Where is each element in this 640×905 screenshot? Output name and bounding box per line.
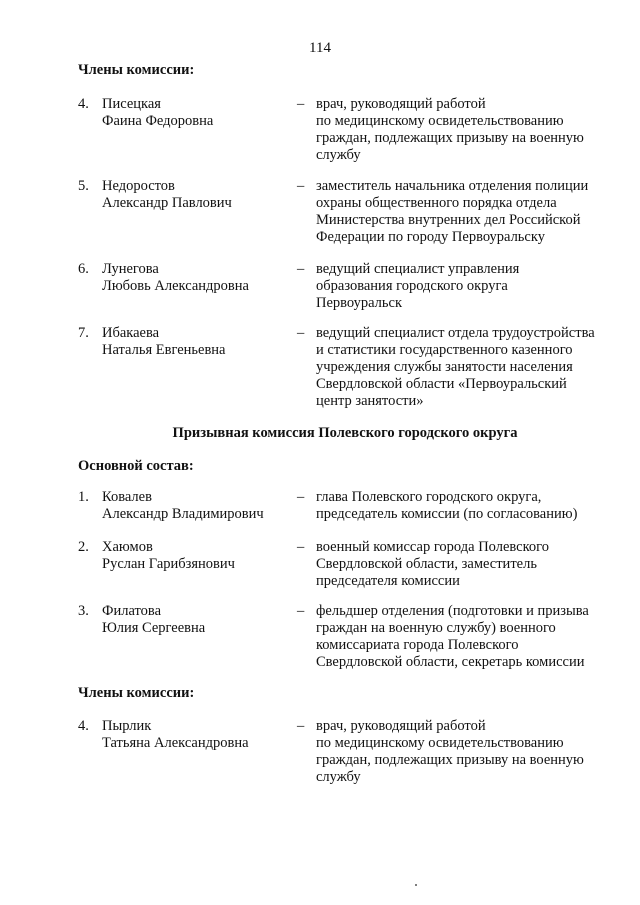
surname: Хаюмов	[102, 539, 153, 555]
desc-line: охраны общественного порядка отдела	[316, 195, 557, 211]
position-description	[316, 96, 626, 164]
list-item	[78, 539, 618, 589]
dash: –	[297, 489, 305, 505]
surname: Ибакаева	[102, 325, 160, 341]
dash: –	[297, 539, 305, 555]
list-item	[78, 96, 618, 163]
desc-line: граждан, подлежащих призыву на военную	[316, 130, 584, 146]
desc-line: врач, руководящий работой	[316, 718, 486, 734]
dash: –	[297, 96, 305, 112]
desc-line: Свердловской области «Первоуральский	[316, 376, 567, 392]
list-item	[78, 603, 618, 670]
desc-line: фельдшер отделения (подготовки и призыва	[316, 603, 589, 619]
surname: Пырлик	[102, 718, 152, 734]
item-number: 6.	[78, 261, 89, 277]
desc-line: Министерства внутренних дел Российской	[316, 212, 581, 228]
desc-line: глава Полевского городского округа,	[316, 489, 542, 505]
person-name	[102, 96, 292, 130]
desc-line: председателя комиссии	[316, 573, 460, 589]
desc-line: и статистики государственного казенного	[316, 342, 573, 358]
item-number: 4.	[78, 718, 89, 734]
desc-line: учреждения службы занятости населения	[316, 359, 573, 375]
position-description	[316, 178, 626, 246]
page-number: 114	[309, 40, 331, 56]
person-name	[102, 261, 292, 295]
person-name	[102, 325, 292, 359]
list-item	[78, 489, 618, 522]
scan-speck	[415, 884, 417, 886]
position-description	[316, 325, 626, 410]
desc-line: службу	[316, 769, 361, 785]
members-heading: Члены комиссии:	[78, 62, 195, 78]
position-description	[316, 261, 626, 312]
desc-line: ведущий специалист управления	[316, 261, 520, 277]
surname: Писецкая	[102, 96, 161, 112]
dash: –	[297, 178, 305, 194]
person-name	[102, 603, 292, 637]
given-names: Любовь Александровна	[102, 278, 249, 294]
desc-line: граждан, подлежащих призыву на военную	[316, 752, 584, 768]
item-number: 2.	[78, 539, 89, 555]
desc-line: председатель комиссии (по согласованию)	[316, 506, 578, 522]
dash: –	[297, 261, 305, 277]
desc-line: Федерации по городу Первоуральску	[316, 229, 545, 245]
item-number: 5.	[78, 178, 89, 194]
given-names: Александр Владимирович	[102, 506, 264, 522]
given-names: Татьяна Александровна	[102, 735, 249, 751]
desc-line: Свердловской области, заместитель	[316, 556, 537, 572]
desc-line: Первоуральск	[316, 295, 402, 311]
position-description	[316, 539, 626, 590]
given-names: Юлия Сергеевна	[102, 620, 206, 636]
item-number: 7.	[78, 325, 89, 341]
desc-line: комиссариата города Полевского	[316, 637, 519, 653]
commission-title: Призывная комиссия Полевского городского округа	[172, 425, 518, 441]
dash: –	[297, 603, 305, 619]
desc-line: ведущий специалист отдела трудоустройства	[316, 325, 595, 341]
item-number: 1.	[78, 489, 89, 505]
person-name	[102, 539, 292, 573]
person-name	[102, 178, 292, 212]
item-number: 3.	[78, 603, 89, 619]
list-item	[78, 261, 618, 311]
list-item	[78, 178, 618, 245]
given-names: Александр Павлович	[102, 195, 232, 211]
surname: Лунегова	[102, 261, 159, 277]
dash: –	[297, 325, 305, 341]
desc-line: службу	[316, 147, 361, 163]
members-heading: Члены комиссии:	[78, 685, 195, 701]
desc-line: врач, руководящий работой	[316, 96, 486, 112]
desc-line: центр занятости»	[316, 393, 424, 409]
item-number: 4.	[78, 96, 89, 112]
desc-line: граждан на военную службу) военного	[316, 620, 556, 636]
given-names: Фаина Федоровна	[102, 113, 214, 129]
person-name	[102, 718, 292, 752]
desc-line: по медицинскому освидетельствованию	[316, 113, 564, 129]
position-description	[316, 603, 626, 671]
desc-line: образования городского округа	[316, 278, 508, 294]
given-names: Наталья Евгеньевна	[102, 342, 226, 358]
position-description	[316, 718, 626, 786]
list-item	[78, 325, 618, 409]
dash: –	[297, 718, 305, 734]
main-composition-heading: Основной состав:	[78, 458, 194, 474]
desc-line: военный комиссар города Полевского	[316, 539, 549, 555]
given-names: Руслан Гарибзянович	[102, 556, 235, 572]
surname: Ковалев	[102, 489, 152, 505]
desc-line: Свердловской области, секретарь комиссии	[316, 654, 585, 670]
surname: Недоростов	[102, 178, 175, 194]
desc-line: по медицинскому освидетельствованию	[316, 735, 564, 751]
surname: Филатова	[102, 603, 161, 619]
position-description	[316, 489, 626, 523]
desc-line: заместитель начальника отделения полиции	[316, 178, 589, 194]
person-name	[102, 489, 292, 523]
list-item	[78, 718, 618, 785]
